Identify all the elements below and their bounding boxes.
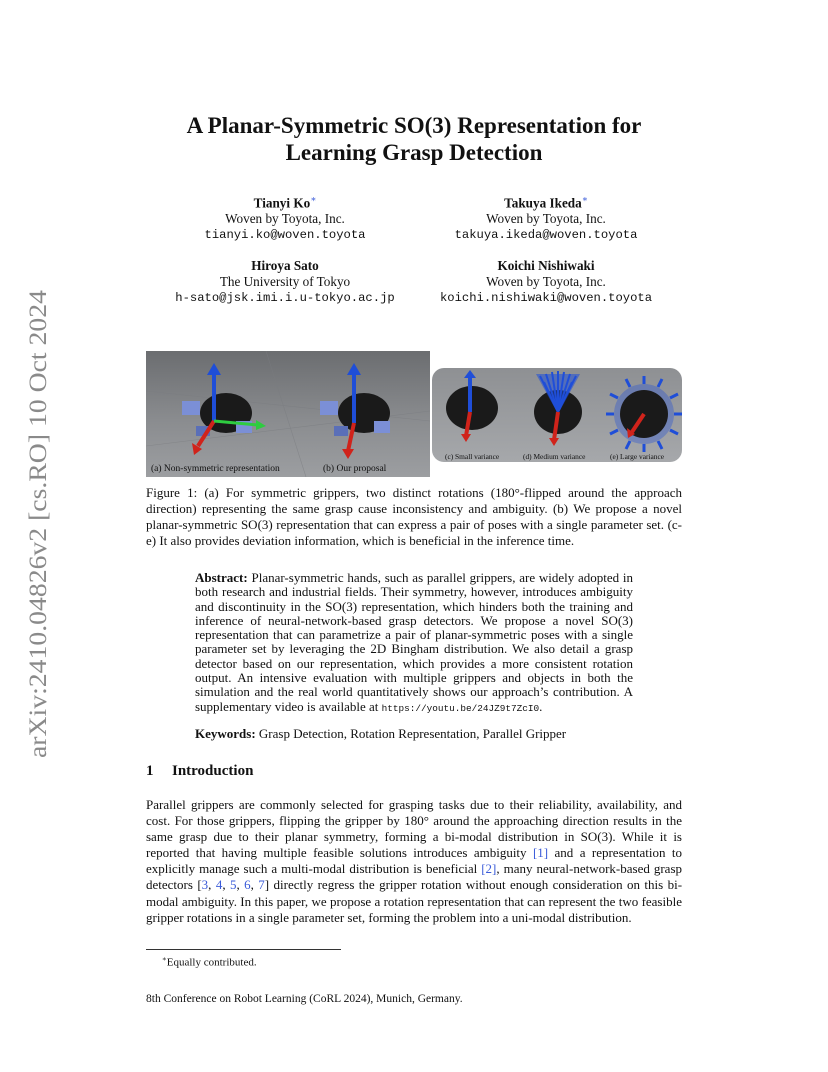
video-link[interactable]: https://youtu.be/24JZ9t7ZcI0 (381, 702, 540, 714)
paper-title (100, 112, 728, 166)
subcaption-a: (a) Non-symmetric representation (151, 464, 280, 474)
equal-contribution-mark: ∗ (310, 194, 317, 204)
grasp-scene-b (320, 363, 390, 459)
author-block (418, 191, 674, 243)
author-email[interactable]: koichi.nishiwaki@woven.toyota (439, 291, 653, 305)
footnote-text: Equally contributed. (166, 956, 257, 969)
abstract-text: Planar-symmetric hands, such as parallel grippers, are widely adopted in both research and industrial fields. Their symmetry, however, introduces ambiguity and discontinuity in the SO(3) representation, which hinders both the training and inference of neural-network-based grasp detectors. We propose a novel SO(3) representation that can parametrize a pair of planar-symmetric poses with a single parameter set by leveraging the 2D Bingham distribution. We also detail a grasp detector based on our representation, which provides a more consistent rotation output. An intensive evaluation with multiple grippers and objects in both the simulation and the real world quantitatively shows our approach’s contribution. A supplementary video is available at (195, 570, 634, 714)
subcaption-c: (c) Small variance (445, 452, 500, 461)
equal-contribution-mark: ∗ (581, 194, 588, 204)
abstract (195, 571, 633, 716)
figure-caption: Figure 1: (a) For symmetric grippers, two distinct rotations (180°-flipped around the approach direction) representing the same grasp cause inconsistency and ambiguity. (b) We propose a novel planar-symmetric SO(3) representation that can express a pair of poses with a single parameter set. (c-e) It also provides deviation information, which is beneficial in the inference time. (146, 485, 682, 548)
keywords-label: Keywords: (195, 726, 256, 741)
intro-text: , many neural-network-based grasp detectors [ (146, 861, 682, 893)
grasp-scene-a (182, 363, 266, 455)
section-number: 1 (146, 763, 154, 779)
citation-link[interactable]: [2] (481, 861, 497, 877)
author-affiliation: Woven by Toyota, Inc. (486, 274, 606, 289)
keywords (195, 726, 633, 741)
intro-text: ] directly regress the gripper rotation without enough consideration on this bi-modal ambiguity. In this paper, we propose a rotation representation that can represent the two feasible gripper rotations in a single parameter set, forming the problem into a uni-modal distribution. (146, 877, 683, 925)
figure-panel-ab (146, 351, 430, 477)
abstract-label: Abstract: (195, 570, 248, 585)
author-email[interactable]: takuya.ikeda@woven.toyota (454, 228, 638, 243)
footnote (162, 953, 257, 970)
footnote-rule (146, 949, 341, 950)
section-heading (146, 763, 253, 780)
author-name: Koichi Nishiwaki (497, 258, 595, 273)
author-block (418, 258, 674, 306)
subcaption-b: (b) Our proposal (323, 464, 387, 474)
variance-scene-large (606, 376, 682, 452)
author-name: Tianyi Ko (253, 195, 311, 211)
author-affiliation: Woven by Toyota, Inc. (225, 211, 345, 227)
citation-link[interactable]: 4 (215, 877, 223, 893)
arxiv-stamp-text: arXiv:2410.04826v2 [cs.RO] 10 Oct 2024 (23, 327, 52, 758)
intro-text: Parallel grippers are commonly selected for grasping tasks due to their reliability, availability, and cost. For those grippers, flipping the gripper by 180° around the approaching direction results in the same grasp due to their planar symmetry, forming a bi-modal distribution in SO(3). While it is reported that having multiple feasible solutions introduces ambiguity (146, 797, 682, 861)
arxiv-stamp (16, 288, 56, 758)
title-line-1: A Planar-Symmetric SO(3) Representation for (186, 113, 642, 138)
author-email[interactable]: tianyi.ko@woven.toyota (204, 228, 366, 243)
author-block (140, 258, 430, 306)
variance-scene-medium (534, 371, 582, 446)
citation-link[interactable]: 7 (258, 877, 265, 893)
subcaption-d: (d) Medium variance (523, 452, 586, 461)
author-name: Hiroya Sato (251, 258, 319, 273)
section-title: Introduction (172, 763, 254, 779)
intro-paragraph: Parallel grippers are commonly selected for grasping tasks due to their reliability, availability, and cost. For those grippers, flipping the gripper by 180° around the approaching direction results in the same grasp due to their planar symmetry, forming a bi-modal distribution in SO(3). While it is reported that having multiple feasible solutions introduces ambiguity [1] and a representation to explicitly manage such a multi-modal distribution is beneficial [2], many neural-network-based grasp detectors [3, 4, 5, 6, 7] directly regress the gripper rotation without enough consideration on this bi-modal ambiguity. In this paper, we propose a rotation representation that can represent the two feasible gripper rotations in a single parameter set, forming the problem into a uni-modal distribution. (146, 797, 683, 925)
citation-link[interactable]: 6 (244, 877, 251, 893)
author-affiliation: Woven by Toyota, Inc. (486, 211, 606, 227)
venue-footer: 8th Conference on Robot Learning (CoRL 2024), Munich, Germany. (146, 993, 463, 1005)
figure-panel-cde (432, 368, 682, 462)
citation-link[interactable]: 3 (201, 877, 209, 893)
author-affiliation: The University of Tokyo (219, 274, 351, 289)
citation-link[interactable]: 5 (229, 877, 237, 893)
title-line-2: Learning Grasp Detection (285, 140, 543, 165)
intro-text: and a representation to explicitly manage such a multi-modal distribution is beneficial (146, 845, 683, 877)
author-email[interactable]: h-sato@jsk.imi.i.u-tokyo.ac.jp (175, 291, 395, 305)
keywords-text: Grasp Detection, Rotation Representation, Parallel Gripper (258, 726, 567, 741)
citation-link[interactable]: [1] (532, 845, 549, 861)
footnote-mark: ∗ (162, 955, 167, 963)
abstract-end: . (539, 698, 543, 714)
variance-scene-small (446, 370, 498, 442)
subcaption-e: (e) Large variance (610, 452, 665, 461)
author-name: Takuya Ikeda (504, 195, 582, 211)
author-block (160, 191, 410, 243)
